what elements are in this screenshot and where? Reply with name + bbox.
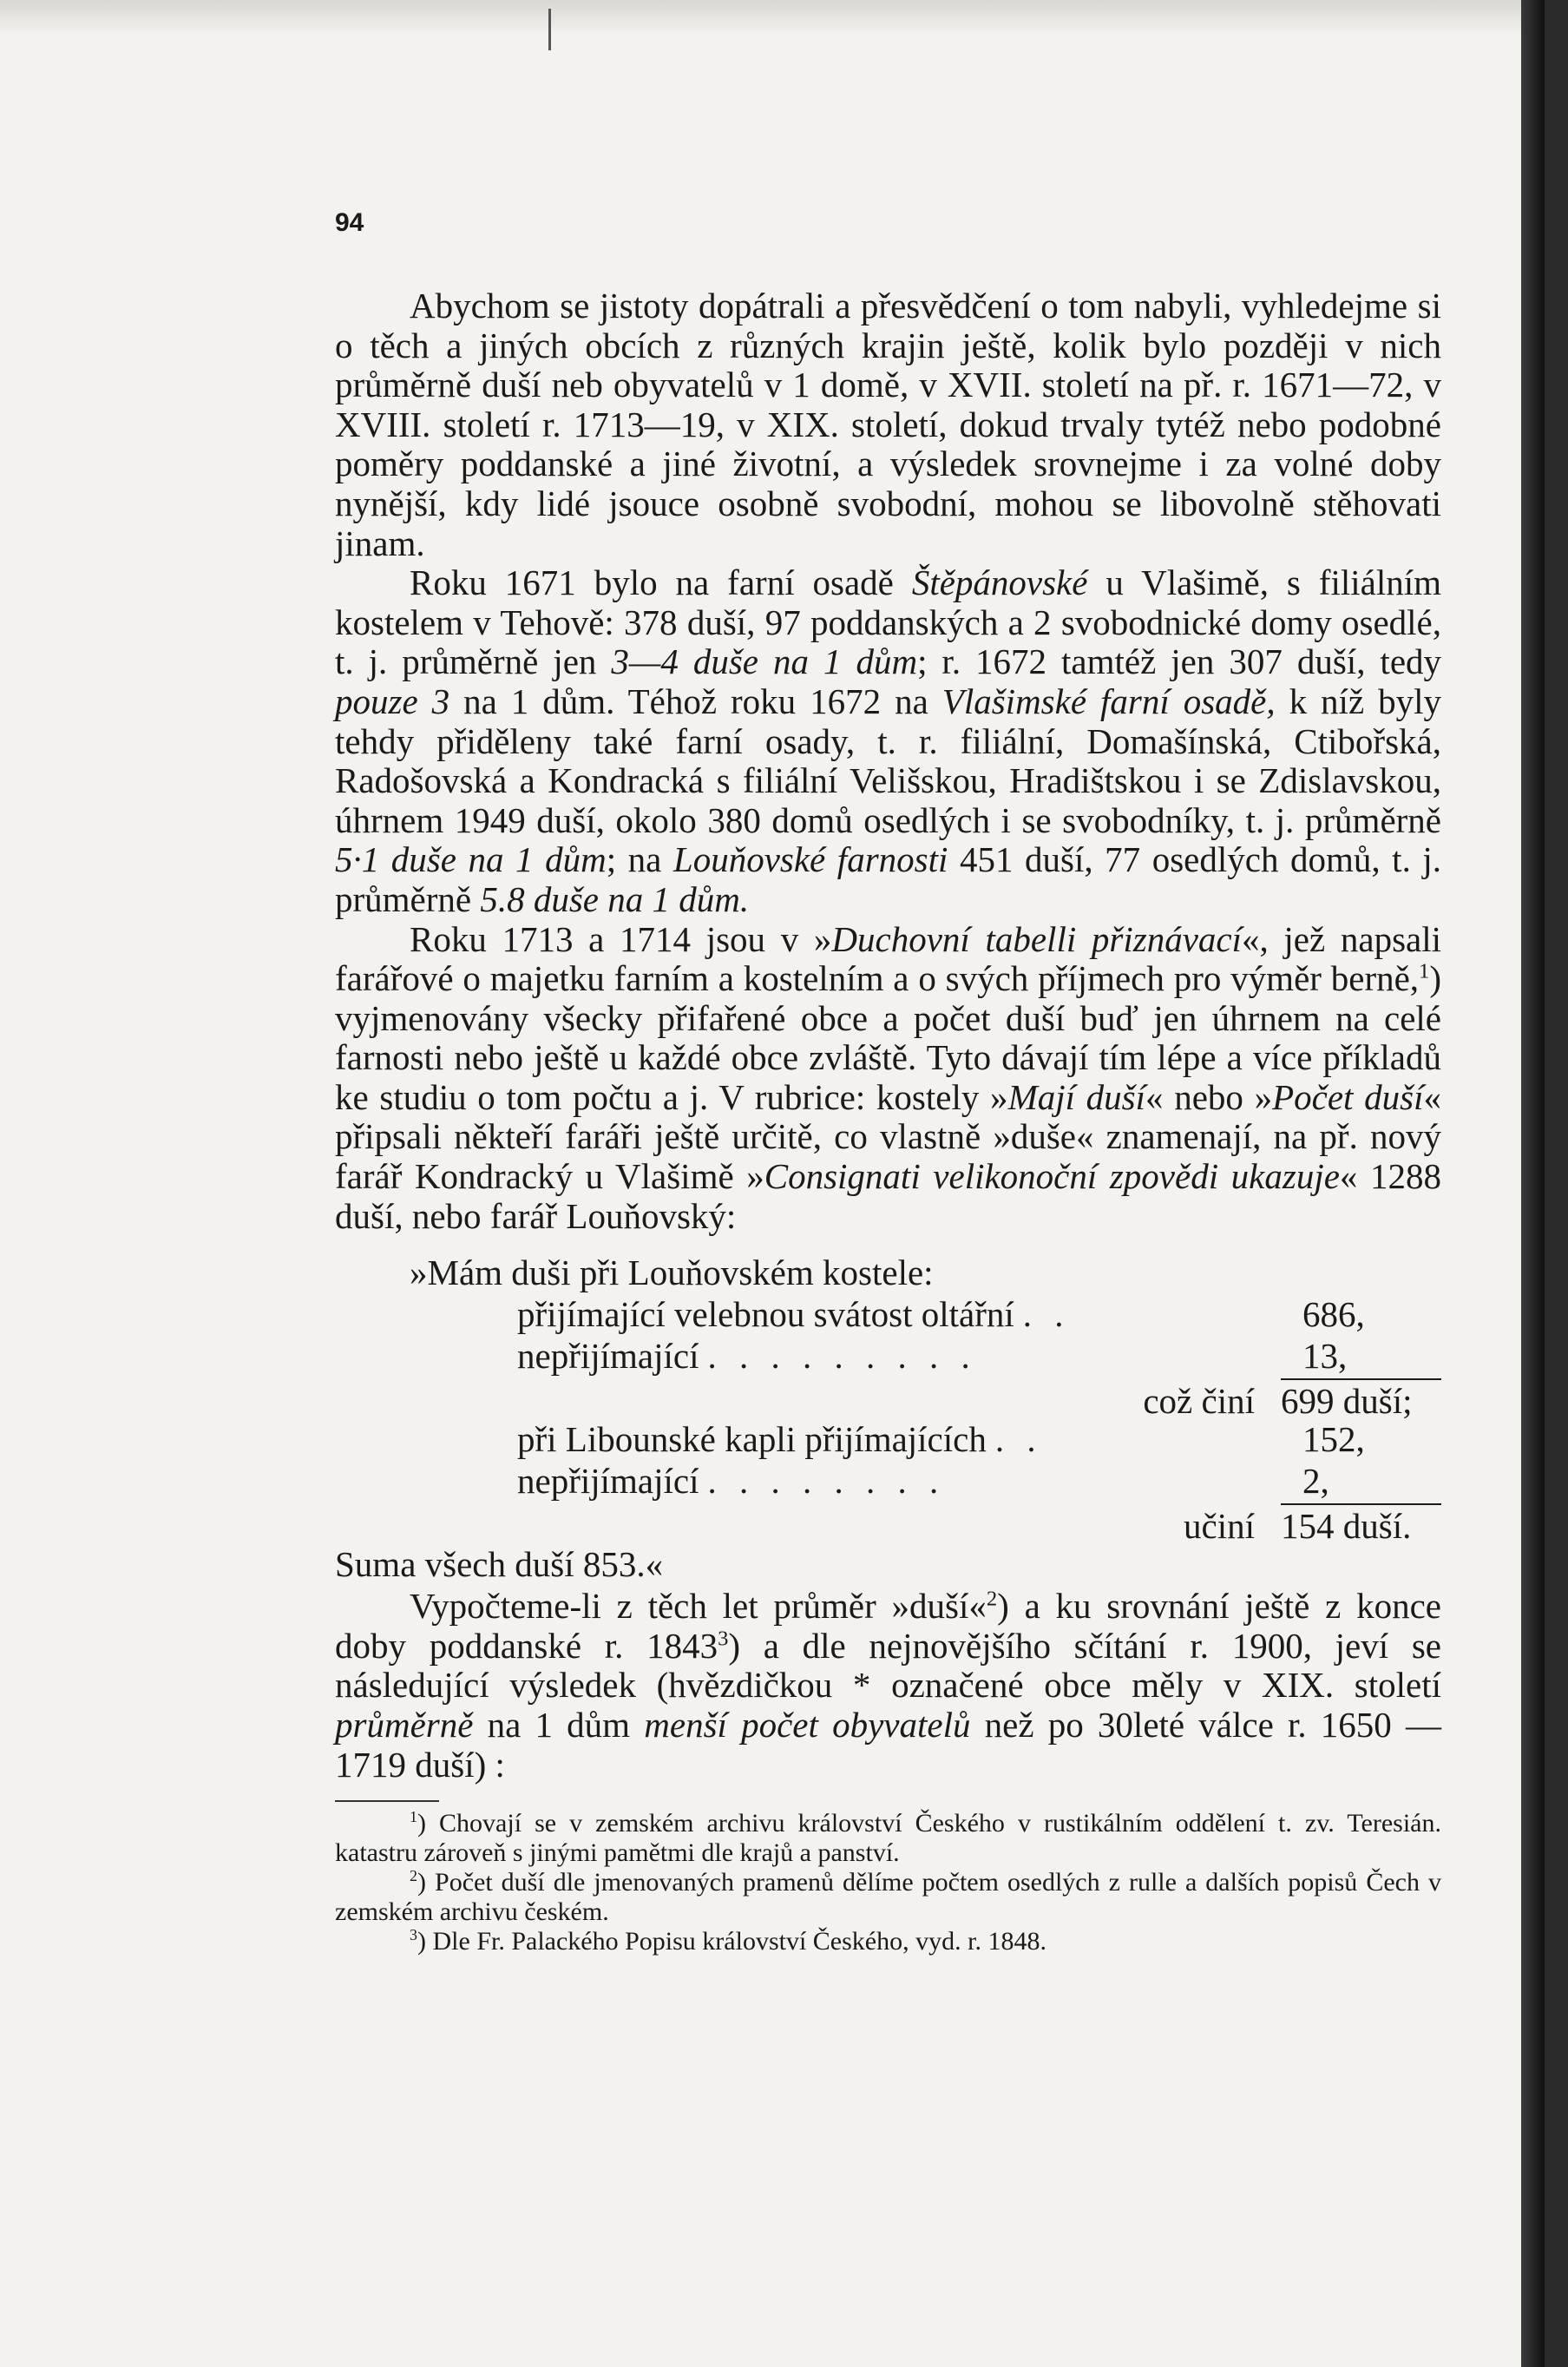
text-run: Vypočteme-li z těch let průměr »duší« <box>410 1586 987 1627</box>
footnote-text: Dle Fr. Palackého Popisu království Českého, vyd. r. 1848. <box>432 1927 1046 1956</box>
text-run: ) a ku srovnání ještě z konce doby poddanské r. 1843 <box>335 1586 1441 1666</box>
text-run: 451 duší, 77 osedlých domů, t. j. průměrně <box>335 839 1442 919</box>
footnote-divider <box>335 1800 439 1802</box>
footnote-mark: 3 <box>410 1926 417 1944</box>
italic-text: Louňovské farnosti <box>672 839 948 880</box>
quote-row-label: nepřijímající <box>517 1461 699 1502</box>
text-run: « 1288 duší, nebo farář Louňovský: <box>335 1156 1441 1236</box>
italic-text: 5·1 duše na 1 dům <box>335 839 607 880</box>
italic-text: 3—4 duše na 1 dům <box>611 641 918 682</box>
quote-sum-label: což činí <box>1143 1381 1255 1422</box>
italic-text: Consignati velikonoční zpovědi ukazuje <box>764 1156 1340 1197</box>
footnote: $^3$) Dle Fr. Palackého Popisu království Českého, vyd. r. 1848. <box>410 1926 1046 1956</box>
quote-row <box>335 1462 1441 1503</box>
quote-table <box>335 1253 1441 1587</box>
quote-heading: »Mám duši při Louňovském kostele: <box>410 1253 934 1293</box>
quote-row <box>335 1420 1441 1462</box>
quote-row-label: přijímající velebnou svátost oltářní <box>517 1294 1014 1335</box>
paragraph <box>335 563 1441 919</box>
italic-text: menší počet obyvatelů <box>644 1705 971 1746</box>
quote-sum-value: 699 duší; <box>1281 1378 1441 1422</box>
scan-mark <box>548 9 551 50</box>
quote-row-label: nepřijímající <box>517 1336 699 1377</box>
quote-row-dots: . . <box>994 1420 1043 1460</box>
text-run: « nebo » <box>1145 1076 1273 1117</box>
text-run: Roku 1713 a 1714 jsou v » <box>410 918 832 959</box>
footnote-ref: 2 <box>986 1587 998 1611</box>
italic-text: Duchovní tabelli přiznávací <box>831 918 1242 959</box>
text-run: ; r. 1672 tamtéž jen 307 duší, tedy <box>917 641 1442 682</box>
scan-top-shadow <box>0 0 1545 35</box>
text-run: na 1 dům. Téhož roku 1672 na <box>449 681 942 721</box>
footnote-text: Chovají se v zemském archivu království Českého v rustikálním oddělení t. zv. Teresián. katastru zároveň s jinými pamětmi dle krajů a panství. <box>335 1809 1441 1868</box>
quote-total: Suma všech duší 853.« <box>335 1544 664 1585</box>
italic-text: 5.8 duše na 1 dům. <box>480 878 750 919</box>
footnote-mark: 1 <box>410 1808 417 1826</box>
quote-row-dots: . . . . . . . . <box>707 1462 946 1502</box>
italic-text: Počet duší <box>1272 1076 1424 1117</box>
quote-row-value: 152, <box>1302 1419 1365 1460</box>
footnote: $^2$) Počet duší dle jmenovaných pramenů dělíme počtem osedlých z rulle a dalších popisů Čech v zemském archivu českém. <box>335 1867 1441 1927</box>
footnotes <box>335 1809 1441 1956</box>
quote-row-value: 13, <box>1302 1336 1348 1377</box>
italic-text: Mají duší <box>1007 1076 1146 1117</box>
text-run: ; na <box>606 839 673 880</box>
footnote-ref: 1 <box>1419 959 1430 983</box>
text-run: u Vlašimě, s filiálním kostelem v Tehově: 378 duší, 97 poddanských a 2 svobodnické domy osedlé, t. j. průměrně jen <box>335 562 1441 682</box>
paragraph <box>335 920 1441 1237</box>
quote-sum-label: učiní <box>1184 1506 1255 1547</box>
scan-right-edge <box>1521 0 1545 2367</box>
quote-row-value: 686, <box>1302 1294 1365 1335</box>
footnote-mark: 2 <box>410 1867 417 1885</box>
text-run: než po 30leté válce r. 1650 — 1719 duší) : <box>335 1705 1441 1785</box>
text-run: ) vyjmenovány všecky přifařené obce a počet duší buď jen úhrnem na celé farnosti nebo ještě u každé obce zvláště. Tyto dávají tím lépe a více příkladů ke studiu o tom počtu a j. V rubrice: kostely » <box>335 958 1441 1117</box>
body-text <box>335 286 1441 1956</box>
quote-sum-value: 154 duší. <box>1281 1503 1441 1547</box>
footnote-text: Počet duší dle jmenovaných pramenů dělíme počtem osedlých z rulle a dalších popisů Čech v zemském archivu českém. <box>335 1868 1441 1927</box>
text-run: ) a dle nejnovějšího sčítání r. 1900, jeví se následující výsledek (hvězdičkou * označené obce měly v XIX. století <box>335 1625 1441 1706</box>
italic-text: Vlašimské farní osadě, <box>941 681 1276 721</box>
footnote-ref: 3 <box>718 1627 729 1651</box>
text-run: « připsali někteří faráři ještě určitě, co vlastně »duše« znamenají, na př. nový farář Kondracký u Vlašimě » <box>335 1076 1441 1197</box>
italic-text: pouze 3 <box>335 681 450 721</box>
quote-sum-row <box>335 1378 1441 1420</box>
italic-text: průměrně <box>335 1705 474 1746</box>
text-run: Roku 1671 bylo na farní osadě <box>410 562 912 603</box>
quote-row <box>335 1295 1441 1337</box>
paragraph <box>335 286 1441 563</box>
text-run: na 1 dům <box>473 1705 645 1746</box>
paragraph-after <box>335 1587 1441 1785</box>
quote-sum-row <box>335 1503 1441 1545</box>
quote-row-value: 2, <box>1302 1461 1329 1502</box>
quote-row-dots: . . <box>1022 1295 1071 1335</box>
quote-row-dots: . . . . . . . . . <box>707 1337 977 1377</box>
italic-text: Štěpánovské <box>911 562 1088 603</box>
text-run: k níž byly tehdy přiděleny také farní osady, t. r. filiální, Domašínská, Ctibořská, Radošovská a Kondracká s filiální Velišskou, Hradištskou i se Zdislavskou, úhrnem 1949 duší, okolo 380 domů osedlých i se svobodníky, t. j. průměrně <box>335 681 1441 840</box>
text-run: «, jež napsali farářové o majetku farním a kostelním a o svých příjmech pro výměr berně, <box>335 918 1442 999</box>
page-number: 94 <box>335 208 364 237</box>
text-run: Abychom se jistoty dopátrali a přesvědčení o tom nabyli, vyhledejme si o těch a jiných obcích z různých krajin ještě, kolik bylo později v nich průměrně duší neb obyvatelů v 1 domě, v XVII. století na př. r. 1671—72, v XVIII. století r. 1713—19, v XIX. století, dokud trvaly tytéž nebo podobné poměry poddanské a jiné životní, a výsledek srovnejme i za volné doby nynější, kdy lidé jsouce osobně svobodní, mohou se libovolně stěhovati jinam. <box>335 286 1441 563</box>
quote-row-label: při Libounské kapli přijímajících <box>517 1419 987 1460</box>
quote-row <box>335 1337 1441 1378</box>
footnote: $^1$) Chovají se v zemském archivu království Českého v rustikálním oddělení t. zv. Teresián. katastru zároveň s jinými pamětmi dle krajů a panství. <box>335 1808 1441 1868</box>
